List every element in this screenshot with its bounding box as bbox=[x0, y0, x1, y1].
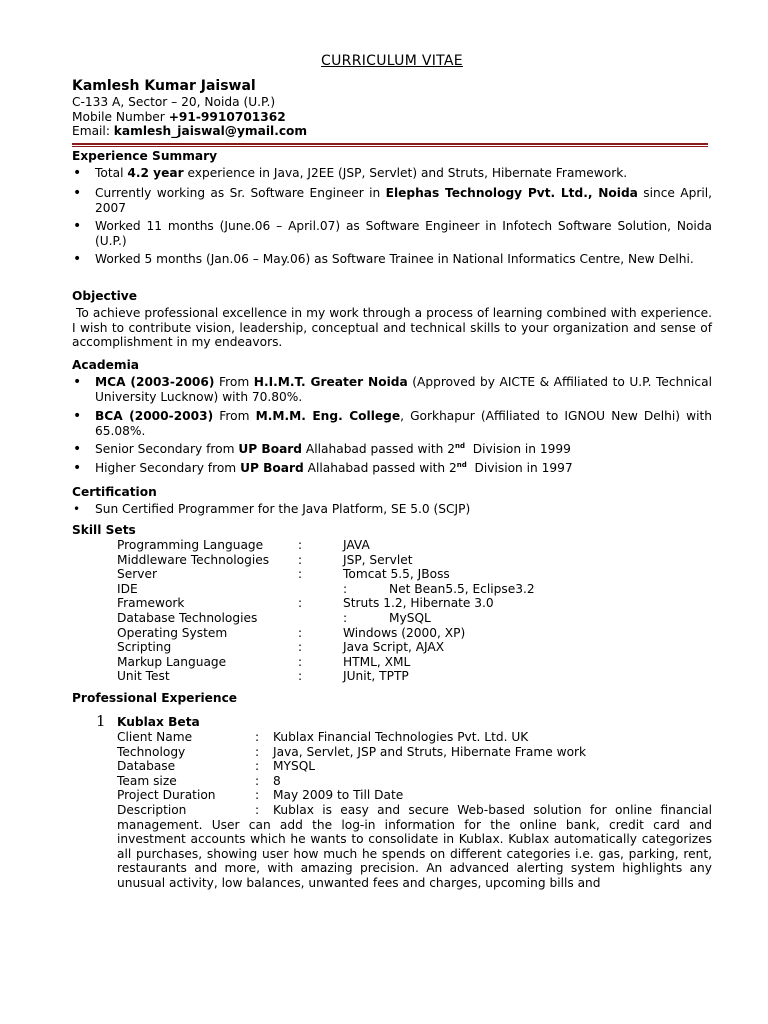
experience-item: • Total 4.2 year experience in Java, J2EE (JSP, Servlet) and Struts, Hibernate Framework. bbox=[73, 165, 628, 181]
email-address: kamlesh_jaiswal@ymail.com bbox=[113, 124, 308, 139]
bullet-icon: • bbox=[73, 165, 82, 181]
experience-item: • Worked 5 months (Jan.06 – May.06) as Software Trainee in National Informatics Centre, New Delhi. bbox=[73, 251, 694, 267]
project-details bbox=[117, 730, 712, 891]
mobile-line bbox=[72, 110, 286, 125]
candidate-name: Kamlesh Kumar Jaiswal bbox=[72, 78, 256, 94]
experience-heading: Experience Summary bbox=[72, 149, 218, 163]
academia-item: • BCA (2000-2003) From M.M.M. Eng. College, Gorkhapur (Affiliated to IGNOU New Delhi) with 65.08%. bbox=[73, 408, 712, 438]
skills-heading: Skill Sets bbox=[72, 523, 136, 537]
email-label: Email: bbox=[72, 124, 114, 139]
bullet-icon: • bbox=[73, 251, 82, 267]
mobile-number: +91-9910701362 bbox=[168, 109, 286, 124]
project-row: Client Name : Kublax Financial Technologies Pvt. Ltd. UK bbox=[117, 730, 529, 744]
academia-item: • Higher Secondary from UP Board Allahabad passed with 2nd Division in 1997 bbox=[73, 460, 573, 476]
academia-item: • Senior Secondary from UP Board Allahabad passed with 2nd Division in 1999 bbox=[73, 441, 571, 457]
project-row: Database : MYSQL bbox=[117, 759, 316, 774]
bullet-icon: • bbox=[73, 408, 82, 424]
project-name: Kublax Beta bbox=[117, 715, 200, 729]
professional-heading: Professional Experience bbox=[72, 691, 238, 705]
description-text: Kublax is easy and secure Web-based solution for online financial management. User can add the log-in information for the online bank, credit card and investment accounts which he wants to consolidate in Kublax. Kublax automatically categorizes all purchases, showing user how much he spends on different categories i.e. gas, parking, rent, restaurants and more, with amazing precision. An advanced alerting system highlights any unusual activity, low balances, unwanted fees and charges, upcoming bills and bbox=[117, 802, 712, 890]
objective-text: To achieve professional excellence in my work through a process of learning combined with experience. I wish to contribute vision, leadership, conceptual and technical skills to your organization and sense of accomplishment in my endeavors. bbox=[72, 306, 716, 350]
project-row: Team size : 8 bbox=[117, 773, 281, 788]
bullet-icon: • bbox=[73, 502, 81, 516]
header-divider-thin bbox=[72, 146, 708, 147]
header-divider bbox=[72, 143, 708, 145]
experience-item: • Currently working as Sr. Software Engineer in Elephas Technology Pvt. Ltd., Noida since April, 2007 bbox=[73, 185, 713, 215]
address: C-133 A, Sector – 20, Noida (U.P.) bbox=[72, 95, 276, 109]
certification-item: • Sun Certified Programmer for the Java Platform, SE 5.0 (SCJP) bbox=[73, 502, 471, 516]
project-row: Technology : Java, Servlet, JSP and Struts, Hibernate Frame work bbox=[117, 744, 587, 759]
bullet-icon: • bbox=[73, 374, 82, 390]
objective-heading: Objective bbox=[72, 289, 137, 303]
bullet-icon: • bbox=[73, 218, 82, 234]
certification-heading: Certification bbox=[72, 485, 157, 499]
mobile-label: Mobile Number bbox=[72, 109, 169, 124]
description-label: Description bbox=[117, 802, 187, 817]
document-title: CURRICULUM VITAE bbox=[321, 53, 463, 69]
project-row: Project Duration : May 2009 to Till Date bbox=[117, 788, 404, 803]
academia-heading: Academia bbox=[72, 358, 139, 372]
bullet-icon: • bbox=[73, 441, 82, 457]
academia-item: • MCA (2003-2006) From H.I.M.T. Greater Noida (Approved by AICTE & Affiliated to U.P. Technical University Lucknow) with 70.80%. bbox=[73, 374, 712, 404]
project-description: Description : Kublax is easy and secure Web-based solution for online financial management. User can add the log-in information for the online bank, credit card and investment accounts which he wants to consolidate in Kublax. Kublax automatically categorizes all purchases, showing user how much he spends on different categories i.e. gas, parking, rent, restaurants and more, with amazing precision. An advanced alerting system highlights any unusual activity, low balances, unwanted fees and charges, upcoming bills and bbox=[117, 802, 712, 890]
bullet-icon: • bbox=[73, 185, 82, 201]
project-number: 1 bbox=[96, 712, 106, 730]
bullet-icon: • bbox=[73, 460, 82, 476]
experience-item: • Worked 11 months (June.06 – April.07) as Software Engineer in Infotech Software Solution, Noida (U.P.) bbox=[73, 218, 712, 248]
email-line bbox=[72, 124, 307, 139]
